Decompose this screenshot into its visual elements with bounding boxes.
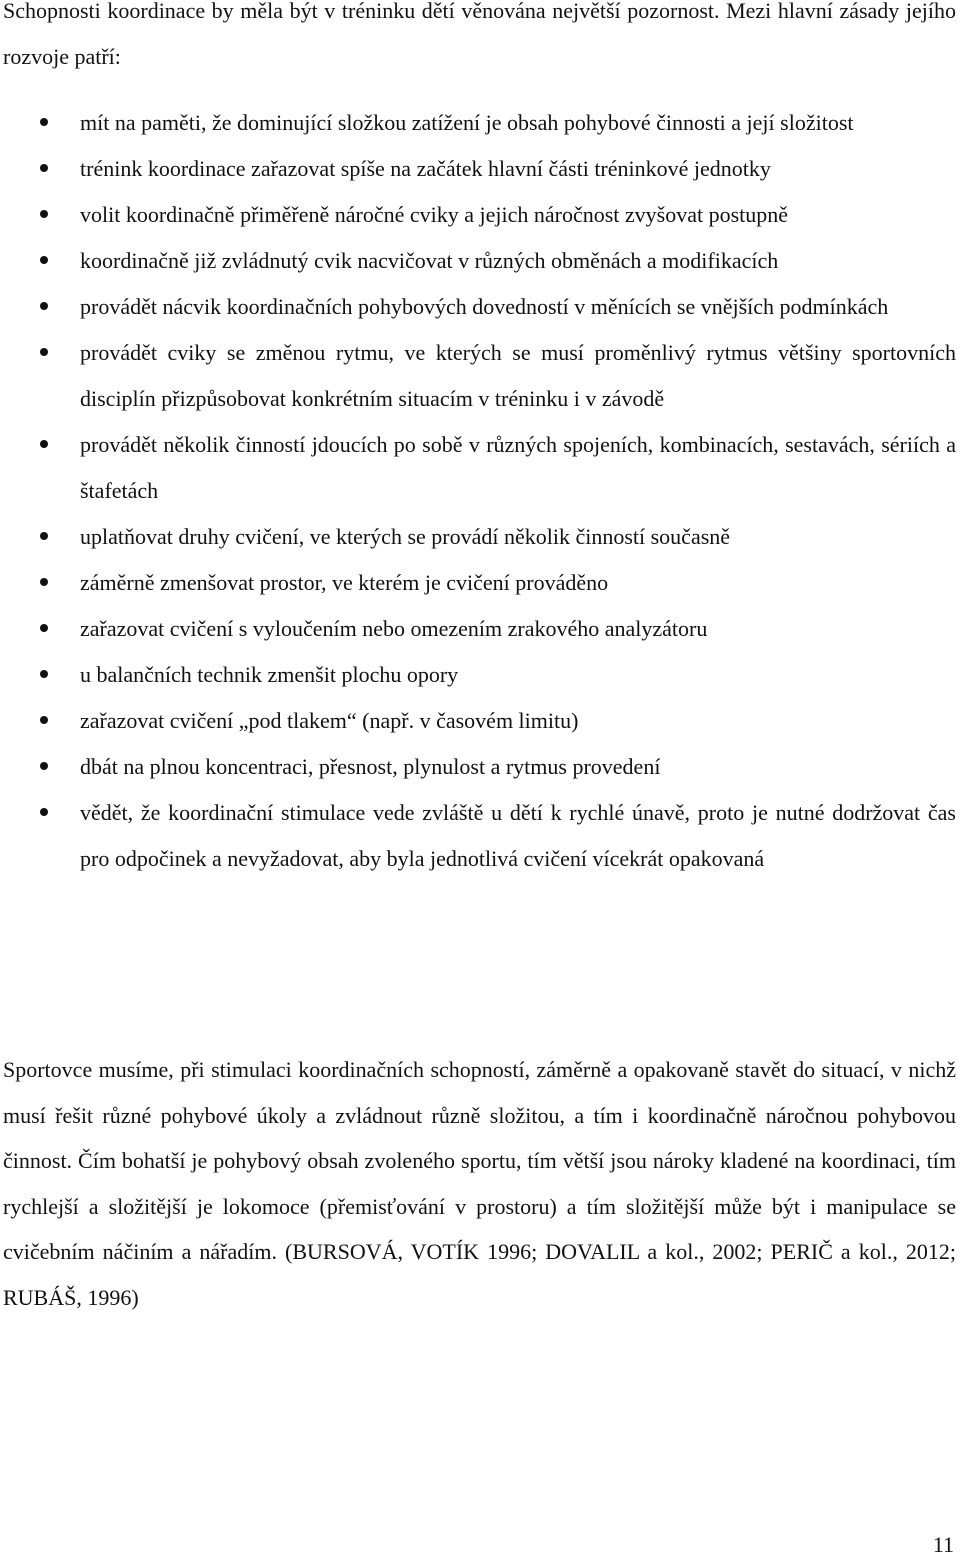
intro-paragraph: Schopnosti koordinace by měla být v tréninku dětí věnována největší pozornost. Mezi hlavní zásady jejího rozvoje patří: <box>3 0 956 69</box>
list-item-text: zařazovat cvičení „pod tlakem“ (např. v časovém limitu) <box>80 708 579 733</box>
list-item <box>0 146 956 192</box>
closing-paragraph: Sportovce musíme, při stimulaci koordinačních schopností, záměrně a opakovaně stavět do situací, v nichž musí řešit různé pohybové úkoly a zvládnout různě složitou, a tím i koordinačně náročnou pohybovou činnost. Čím bohatší je pohybový obsah zvoleného sportu, tím větší jsou nároky kladené na koordinaci, tím rychlejší a složitější je lokomoce (přemisťování v prostoru) a tím složitější může být i manipulace se cvičebním náčiním a nářadím. (BURSOVÁ, VOTÍK 1996; DOVALIL a kol., 2002; PERIČ a kol., 2012; RUBÁŠ, 1996) <box>3 1057 956 1310</box>
list-item <box>0 192 956 238</box>
list-item <box>0 330 956 422</box>
list-item <box>0 744 956 790</box>
list-item <box>0 790 956 882</box>
bullet-icon <box>40 440 48 448</box>
bullet-icon <box>40 532 48 540</box>
list-item-text: provádět několik činností jdoucích po sobě v různých spojeních, kombinacích, sestavách, sériích a štafetách <box>80 432 956 503</box>
list-item-text: mít na paměti, že dominující složkou zatížení je obsah pohybové činnosti a její složitost <box>80 110 854 135</box>
list-item <box>0 422 956 514</box>
list-item-text: koordinačně již zvládnutý cvik nacvičovat v různých obměnách a modifikacích <box>80 248 779 273</box>
bullet-icon <box>40 762 48 770</box>
list-item-text: zařazovat cvičení s vyloučením nebo omezením zrakového analyzátoru <box>80 616 708 641</box>
bullet-icon <box>40 118 48 126</box>
bullet-icon <box>40 808 48 816</box>
list-item-text: trénink koordinace zařazovat spíše na začátek hlavní části tréninkové jednotky <box>80 156 771 181</box>
list-item-text: u balančních technik zmenšit plochu opory <box>80 662 459 687</box>
bullet-icon <box>40 348 48 356</box>
list-item <box>0 100 956 146</box>
list-item-text: provádět cviky se změnou rytmu, ve kterých se musí proměnlivý rytmus většiny sportovních disciplín přizpůsobovat konkrétním situacím v tréninku i v závodě <box>80 340 956 411</box>
list-item <box>0 238 956 284</box>
list-item <box>0 606 956 652</box>
bullet-icon <box>40 302 48 310</box>
bullet-icon <box>40 164 48 172</box>
list-item-text: volit koordinačně přiměřeně náročné cviky a jejich náročnost zvyšovat postupně <box>80 202 789 227</box>
list-item <box>0 514 956 560</box>
bullet-icon <box>40 670 48 678</box>
bullet-icon <box>40 624 48 632</box>
list-item-text: vědět, že koordinační stimulace vede zvláště u dětí k rychlé únavě, proto je nutné dodržovat čas pro odpočinek a nevyžadovat, aby byla jednotlivá cvičení vícekrát opakovaná <box>80 800 956 871</box>
principles-list <box>0 100 960 882</box>
list-item-text: záměrně zmenšovat prostor, ve kterém je cvičení prováděno <box>80 570 609 595</box>
list-item <box>0 560 956 606</box>
list-item-text: uplatňovat druhy cvičení, ve kterých se provádí několik činností současně <box>80 524 731 549</box>
bullet-icon <box>40 578 48 586</box>
list-item <box>0 284 956 330</box>
bullet-icon <box>40 210 48 218</box>
bullet-icon <box>40 716 48 724</box>
list-item <box>0 698 956 744</box>
list-item-text: provádět nácvik koordinačních pohybových dovedností v měnících se vnějších podmínkách <box>80 294 889 319</box>
list-item-text: dbát na plnou koncentraci, přesnost, plynulost a rytmus provedení <box>80 754 661 779</box>
bullet-icon <box>40 256 48 264</box>
list-item <box>0 652 956 698</box>
page-number: 11 <box>932 1532 954 1557</box>
